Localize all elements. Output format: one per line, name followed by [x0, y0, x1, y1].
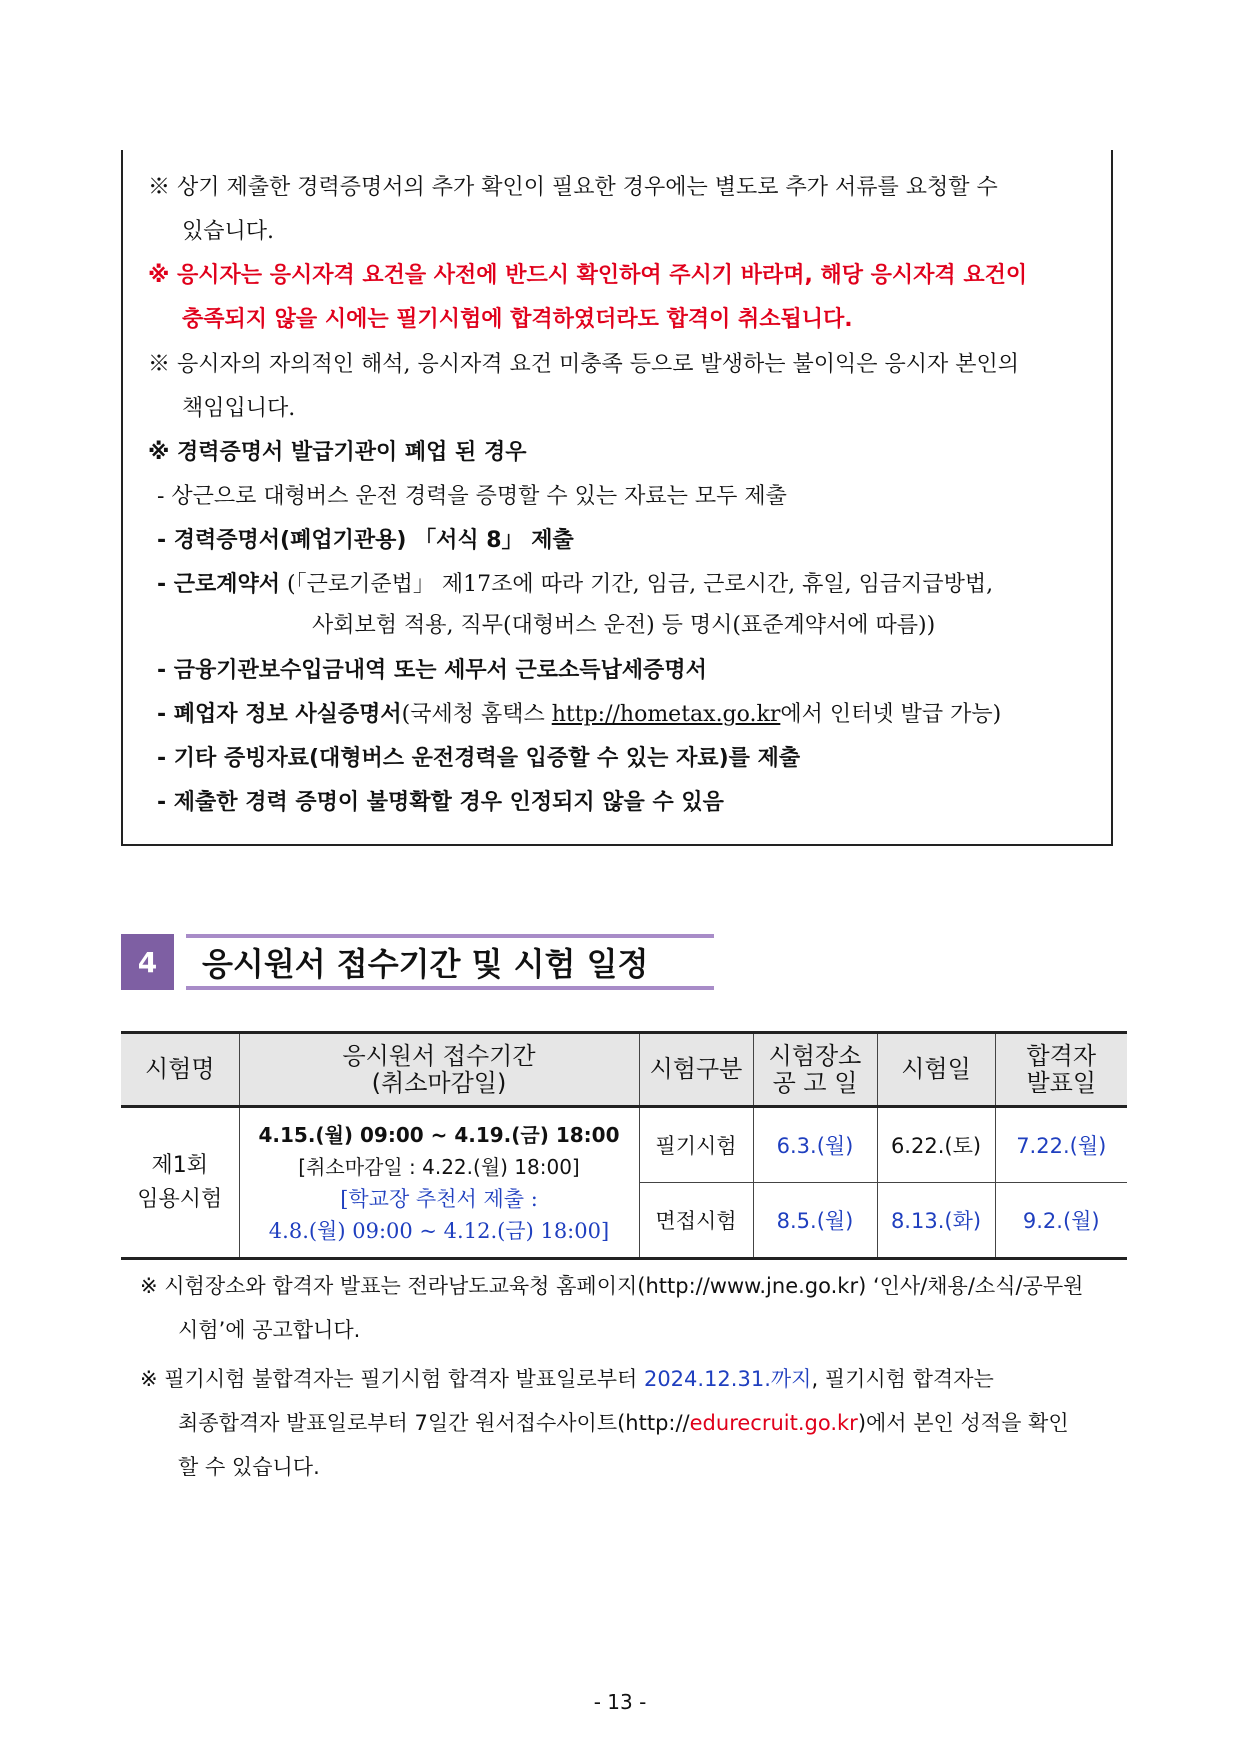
list-item: - 제출한 경력 증명이 불명확할 경우 인정되지 않을 수 있음: [157, 790, 724, 815]
period-cell: 4.15.(월) 09:00 ~ 4.19.(금) 18:00 [취소마감일 : 4.22.(월) 18:00] [학교장 추천서 제출 : 4.8.(월) 09:00 ~ 4.12.(금) 18:00]: [239, 1107, 639, 1259]
col-header-exam-name: 시험명: [121, 1033, 239, 1107]
result-date-cell: 9.2.(월): [995, 1183, 1127, 1259]
col-header-venue: 시험장소 공 고 일: [753, 1033, 877, 1107]
deadline-date: 2024.12.31.까지: [643, 1367, 812, 1391]
section-title: 응시원서 접수기간 및 시험 일정: [186, 934, 714, 990]
note-extra-docs: ※ 상기 제출한 경력증명서의 추가 확인이 필요한 경우에는 별도로 추가 서류를 요청할 수: [148, 175, 998, 200]
exam-type-cell: 면접시험: [639, 1183, 753, 1259]
list-item-labor-contract: [157, 569, 993, 601]
exam-type-cell: 필기시험: [639, 1107, 753, 1183]
closure-cert-label: - 폐업자 정보 사실증명서: [157, 702, 402, 727]
labor-contract-detail-cont: 사회보험 적용, 직무(대형버스 운전) 등 명시(표준계약서에 따름)): [312, 613, 936, 638]
note-announcement: ※ 시험장소와 합격자 발표는 전라남도교육청 홈페이지(http://www.jne.go.kr) ‘인사/채용/소식/공무원: [140, 1274, 1084, 1298]
closure-cert-detail: (국세청 홈택스: [401, 702, 552, 727]
venue-date-cell: 6.3.(월): [753, 1107, 877, 1183]
section-number: 4: [121, 934, 174, 990]
closure-cert-detail-end: 에서 인터넷 발급 가능): [780, 702, 1002, 727]
page-number: - 13 -: [593, 1690, 647, 1714]
col-header-exam-date: 시험일: [877, 1033, 995, 1107]
col-header-period: 응시원서 접수기간 (취소마감일): [239, 1033, 639, 1107]
schedule-table: [121, 1031, 1127, 1260]
labor-contract-detail: (「근로기준법」 제17조에 따라 기간, 임금, 근로시간, 휴일, 임금지급방법,: [280, 572, 994, 597]
note-score-check-cont: 최종합격자 발표일로부터 7일간 원서접수사이트(http://edurecruit.go.kr)에서 본인 성적을 확인: [178, 1411, 1069, 1435]
list-item-closure-cert: [157, 699, 1001, 731]
hometax-link[interactable]: http://hometax.go.kr: [551, 702, 781, 727]
note-extra-docs-cont: 있습니다.: [182, 219, 275, 244]
exam-date-cell: 8.13.(화): [877, 1183, 995, 1259]
labor-contract-label: 근로계약서: [173, 572, 281, 597]
note-responsibility-cont: 책임입니다.: [182, 396, 296, 421]
edurecruit-link[interactable]: edurecruit.go.kr: [689, 1411, 858, 1435]
exam-name-cell: 제1회 임용시험: [121, 1107, 239, 1259]
table-header-row: [121, 1033, 1127, 1107]
list-item: - 상근으로 대형버스 운전 경력을 증명할 수 있는 자료는 모두 제출: [157, 484, 787, 509]
note-responsibility: ※ 응시자의 자의적인 해석, 응시자격 요건 미충족 등으로 발생하는 불이익은 응시자 본인의: [148, 352, 1019, 377]
list-item: - 금융기관보수입금내역 또는 세무서 근로소득납세증명서: [157, 658, 707, 683]
table-row: [121, 1107, 1127, 1183]
venue-date-cell: 8.5.(월): [753, 1183, 877, 1259]
exam-date-cell: 6.22.(토): [877, 1107, 995, 1183]
note-score-check: ※ 필기시험 불합격자는 필기시험 합격자 발표일로부터 2024.12.31.까지, 필기시험 합격자는: [140, 1367, 994, 1391]
col-header-type: 시험구분: [639, 1033, 753, 1107]
result-date-cell: 7.22.(월): [995, 1107, 1127, 1183]
list-item: - 경력증명서(폐업기관용) 「서식 8」 제출: [157, 528, 574, 553]
note-score-check-end: 할 수 있습니다.: [178, 1455, 320, 1479]
note-warning-red: ※ 응시자는 응시자격 요건을 사전에 반드시 확인하여 주시기 바라며, 해당 응시자격 요건이: [148, 263, 1028, 288]
note-closed-org-heading: ※ 경력증명서 발급기관이 폐업 된 경우: [148, 440, 527, 465]
note-announcement-cont: 시험’에 공고합니다.: [178, 1318, 361, 1342]
list-item: - 기타 증빙자료(대형버스 운전경력을 입증할 수 있는 자료)를 제출: [157, 746, 801, 771]
note-warning-red-cont: 충족되지 않을 시에는 필기시험에 합격하였더라도 합격이 취소됩니다.: [182, 307, 853, 332]
list-item-prefix: -: [157, 572, 174, 597]
col-header-result: 합격자 발표일: [995, 1033, 1127, 1107]
